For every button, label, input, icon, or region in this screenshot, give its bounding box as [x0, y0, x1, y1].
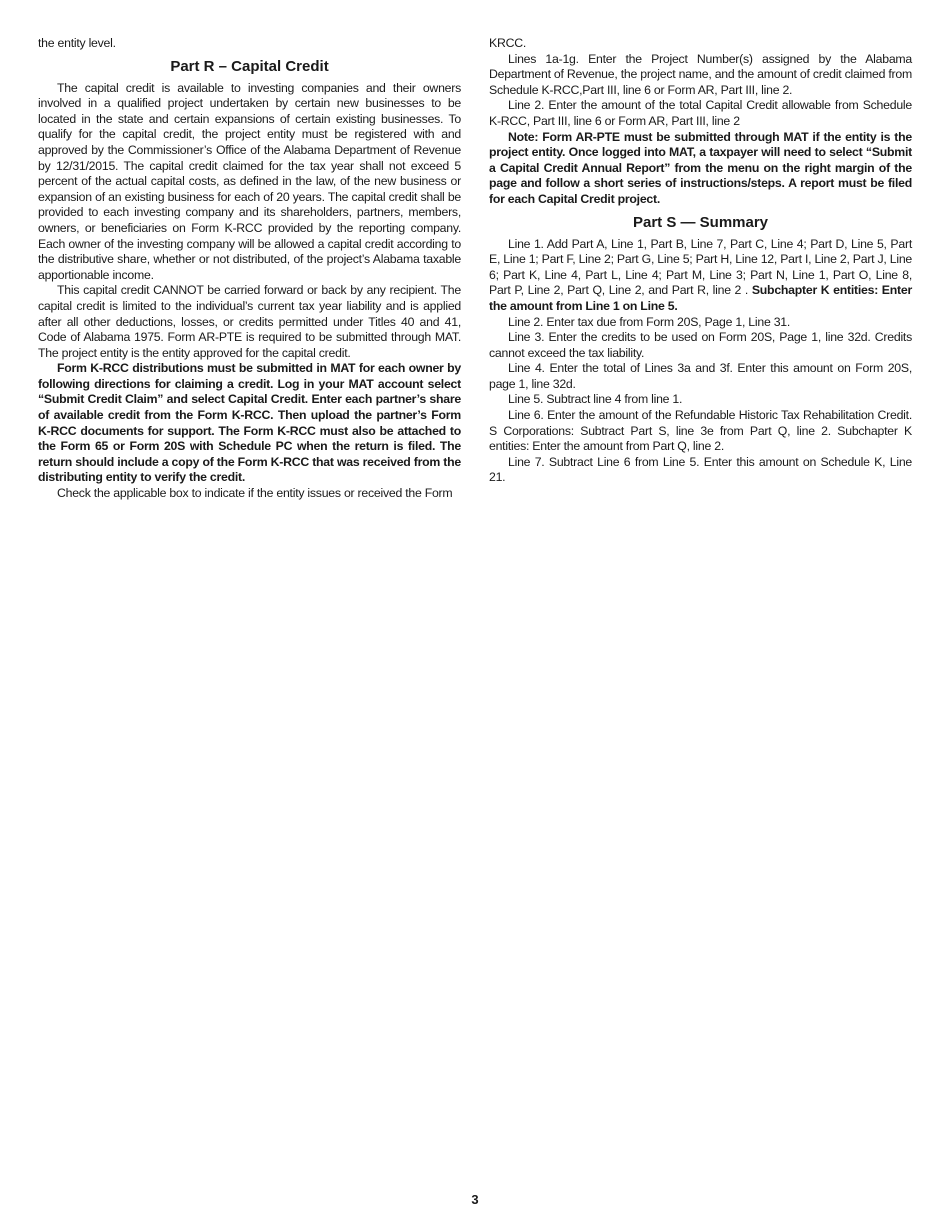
- summary-line-7: Line 7. Subtract Line 6 from Line 5. Enter this amount on Schedule K, Line 21.: [489, 454, 912, 485]
- capital-credit-paragraph: The capital credit is available to investing companies and their owners involved in a qualified project undertaken by certain new businesses to be located in the state and certain expansions of certain existing businesses. To qualify for the capital credit, the project entity must be registered with and approved by the Commissioner’s Office of the Alabama Department of Revenue by 12/31/2015. The capital credit claimed for the tax year shall not exceed 5 percent of the actual capital costs, as defined in the law, of the new business or expansion of an existing business for each of 20 years. The capital credit shall be provided to each investing company and its shareholders, partners, members, owners, or beneficiaries on Form K-RCC provided by the reporting company. Each owner of the investing company will be allowed a capital credit according to the distributive share, whether or not distributed, of the project’s Alabama taxable apportionable income.: [38, 80, 461, 282]
- continuation-text: KRCC.: [489, 36, 527, 50]
- lines-1a-1g-paragraph: Lines 1a-1g. Enter the Project Number(s) assigned by the Alabama Department of Revenue, the project name, and the amount of credit claimed from Schedule K-RCC,Part III, line 6 or Form AR, Part III, line 2.: [489, 51, 912, 97]
- note-paragraph: Note: Form AR-PTE must be submitted through MAT if the entity is the project entity. Once logged into MAT, a taxpayer will need to select “Submit a Capital Credit Annual Report” from the menu on the right margin of the page and follow a short series of instructions/steps. A report must be filed for each Capital Credit project.: [489, 129, 912, 206]
- summary-line-4: Line 4. Enter the total of Lines 3a and 3f. Enter this amount on Form 20S, page 1, line 32d.: [489, 361, 912, 391]
- summary-line-2: Line 2. Enter tax due from Form 20S, Page 1, Line 31.: [508, 314, 791, 329]
- summary-line-1-bold: Subchapter K entities: Enter the amount from Line 1 on Line 5.: [489, 283, 912, 313]
- summary-line-6: Line 6. Enter the amount of the Refundable Historic Tax Rehabilitation Credit. S Corporations: Subtract Part S, line 3e from Part Q, line 2. Subchapter K entities: Enter the amount from Part Q, line 2.: [489, 408, 912, 454]
- summary-line-5: Line 5. Subtract line 4 from line 1.: [508, 392, 683, 407]
- part-s-heading: Part S — Summary: [632, 213, 769, 231]
- summary-line-1: [489, 237, 912, 315]
- summary-line-3: Line 3. Enter the credits to be used on Form 20S, Page 1, line 32d. Credits cannot exceed the tax liability.: [489, 330, 912, 360]
- continuation-text: the entity level.: [38, 36, 116, 50]
- carry-forward-paragraph: This capital credit CANNOT be carried forward or back by any recipient. The capital credit is limited to the individual’s current tax year liability and is applied after all other deductions, losses, or credits permitted under Titles 40 and 41, Code of Alabama 1975. Form AR-PTE is required to be submitted through MAT. The project entity is the entity approved for the capital credit.: [38, 283, 461, 360]
- right-column: [489, 36, 912, 486]
- left-column: [38, 36, 461, 502]
- summary-line-1-text: Line 1. Add Part A, Line 1, Part B, Line 7, Part C, Line 4; Part D, Line 5, Part E, Line 1; Part F, Line 2; Part G, Line 5; Part H, Line 12, Part I, Line 2, Part J, Line 6; Part K, Line 4, Part L, Line 4; Part M, Line 3; Part N, Line 1, Part O, Line 8, Part P, Line 2, Part Q, Line 2, and Part R, line 2 .: [489, 236, 912, 298]
- k-rcc-distribution-paragraph: Form K-RCC distributions must be submitted in MAT for each owner by following directions for claiming a credit. Log in your MAT account select “Submit Credit Claim” and select Capital Credit. Enter each partner’s share of available credit from the Form K-RCC. Then upload the partner’s Form K-RCC documents for support. The Form K-RCC must also be attached to the Form 65 or Form 20S with Schedule PC when the return is filed. The return should include a copy of the Form K-RCC that was received from the distributing entity to verify the credit.: [38, 361, 461, 485]
- line-2-paragraph: Line 2. Enter the amount of the total Capital Credit allowable from Schedule K-RCC, Part III, line 6 or Form AR, Part III, line 2: [489, 98, 912, 128]
- part-r-heading: Part R – Capital Credit: [170, 57, 329, 75]
- page-number: 3: [471, 1192, 479, 1207]
- applicable-box-paragraph: Check the applicable box to indicate if the entity issues or received the Form: [57, 486, 453, 501]
